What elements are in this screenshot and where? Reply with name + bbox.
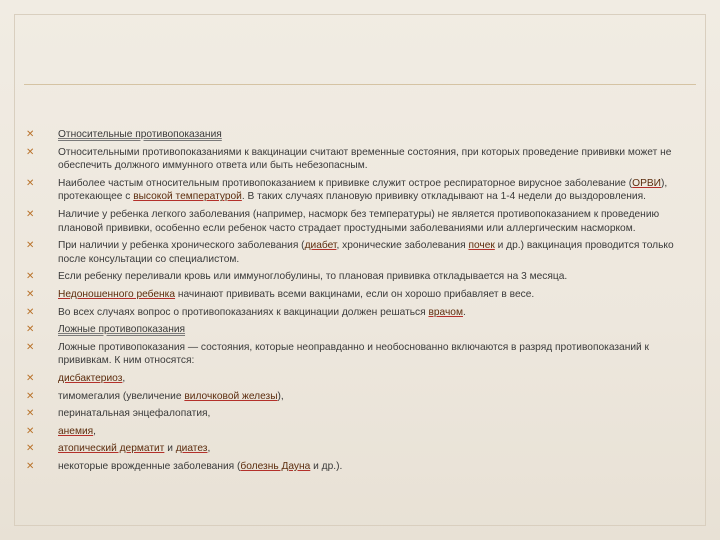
item-text — [58, 342, 649, 367]
item-text — [58, 240, 674, 265]
text-run: . — [462, 306, 466, 318]
bullet-x-icon: ✕ — [26, 288, 35, 300]
bullet-x-icon: ✕ — [26, 324, 35, 336]
list-item — [26, 390, 696, 404]
list-item — [26, 425, 696, 439]
item-text — [58, 271, 567, 282]
bullet-x-icon: ✕ — [26, 460, 35, 472]
content-list — [26, 128, 696, 477]
list-item — [26, 288, 696, 302]
text-link[interactable]: диабет — [304, 240, 337, 252]
bullet-x-icon: ✕ — [26, 146, 35, 158]
text-link[interactable]: ОРВИ — [632, 177, 662, 189]
item-text — [58, 461, 342, 472]
text-run: , — [122, 372, 126, 384]
bullet-x-icon: ✕ — [26, 306, 35, 318]
item-text — [58, 289, 534, 300]
title-divider — [24, 84, 696, 85]
text-link[interactable]: Недоношенного ребенка — [58, 288, 176, 300]
text-run: начинают прививать всеми вакцинами, если он хорошо прибавляет в весе. — [175, 288, 535, 300]
bullet-x-icon: ✕ — [26, 390, 35, 402]
text-run: и др.) вакцинация проводится только после консультации со специалистом. — [58, 240, 674, 265]
list-item — [26, 146, 696, 173]
text-run: Относительные противопоказания — [58, 129, 222, 140]
item-text — [58, 443, 210, 454]
list-item — [26, 442, 696, 456]
bullet-x-icon: ✕ — [26, 341, 35, 353]
item-text — [58, 147, 671, 172]
item-text — [58, 209, 659, 234]
item-text — [58, 307, 466, 318]
text-link[interactable]: дисбактериоз — [58, 372, 123, 384]
text-run: ), — [277, 390, 284, 402]
text-run: Ложные противопоказания — [58, 324, 186, 336]
section-heading — [26, 323, 696, 337]
text-run: При наличии у ребенка хронического заболевания ( — [58, 240, 305, 252]
bullet-x-icon: ✕ — [26, 271, 35, 283]
text-link[interactable]: болезнь Дауна — [240, 460, 311, 472]
text-run: , хронические заболевания — [336, 240, 469, 252]
item-text — [58, 373, 125, 384]
text-run: Наличие у ребенка легкого заболевания (например, насморк без температуры) не является противопоказанием к проведению плановой прививки, особенно если ребенок часто страдает простудными заболеваниями или аллергическим насморком. — [58, 208, 660, 234]
item-text — [58, 178, 667, 203]
text-run: ), протекающее с — [58, 177, 668, 203]
text-link[interactable]: атопический дерматит — [58, 443, 165, 455]
text-link[interactable]: высокой температурой — [133, 191, 242, 203]
text-run: некоторые врожденные заболевания ( — [58, 460, 241, 472]
text-link[interactable]: почек — [468, 240, 495, 252]
heading-text — [58, 324, 185, 335]
text-run: Наиболее частым относительным противопоказанием к прививке служит острое респираторное вирусное заболевание ( — [58, 177, 633, 189]
list-item — [26, 270, 696, 284]
text-run: Ложные противопоказания — состояния, которые неоправданно и необоснованно включаются в разряд противопоказаний к прививкам. К ним относятся: — [58, 341, 650, 367]
list-item — [26, 407, 696, 421]
section-heading — [26, 128, 696, 142]
list-item — [26, 306, 696, 320]
text-run: и др.). — [310, 460, 343, 472]
text-link[interactable]: врачом — [428, 306, 463, 318]
text-run: перинатальная энцефалопатия, — [58, 408, 211, 420]
text-link[interactable]: вилочковой железы — [184, 390, 278, 402]
bullet-x-icon: ✕ — [26, 240, 35, 252]
text-run: Во всех случаях вопрос о противопоказаниях к вакцинации должен решаться — [58, 306, 429, 318]
bullet-x-icon: ✕ — [26, 208, 35, 220]
heading-text — [58, 129, 222, 140]
text-run: и — [164, 443, 176, 455]
list-item — [26, 208, 696, 235]
list-item — [26, 460, 696, 474]
bullet-x-icon: ✕ — [26, 443, 35, 455]
bullet-x-icon: ✕ — [26, 129, 35, 140]
item-text — [58, 391, 284, 402]
list-item — [26, 341, 696, 368]
list-item — [26, 177, 696, 204]
text-link[interactable]: анемия — [58, 425, 94, 437]
bullet-x-icon: ✕ — [26, 177, 35, 189]
item-text — [58, 426, 96, 437]
list-item — [26, 372, 696, 386]
bullet-x-icon: ✕ — [26, 408, 35, 420]
text-run: , — [93, 425, 97, 437]
text-link[interactable]: диатез — [175, 443, 208, 455]
text-run: тимомегалия (увеличение — [58, 390, 185, 402]
item-text — [58, 408, 210, 419]
bullet-x-icon: ✕ — [26, 425, 35, 437]
list-item — [26, 239, 696, 266]
bullet-x-icon: ✕ — [26, 372, 35, 384]
text-run: Относительными противопоказаниями к вакцинации считают временные состояния, при которых проведение прививки может не обеспечить должного иммунного ответа или быть небезопасным. — [58, 146, 672, 172]
text-run: , — [207, 443, 211, 455]
text-run: . В таких случаях плановую прививку откладывают на 1-4 недели до выздоровления. — [241, 191, 646, 203]
text-run: Если ребенку переливали кровь или иммуноглобулины, то плановая прививка откладывается на 3 месяца. — [58, 271, 568, 283]
